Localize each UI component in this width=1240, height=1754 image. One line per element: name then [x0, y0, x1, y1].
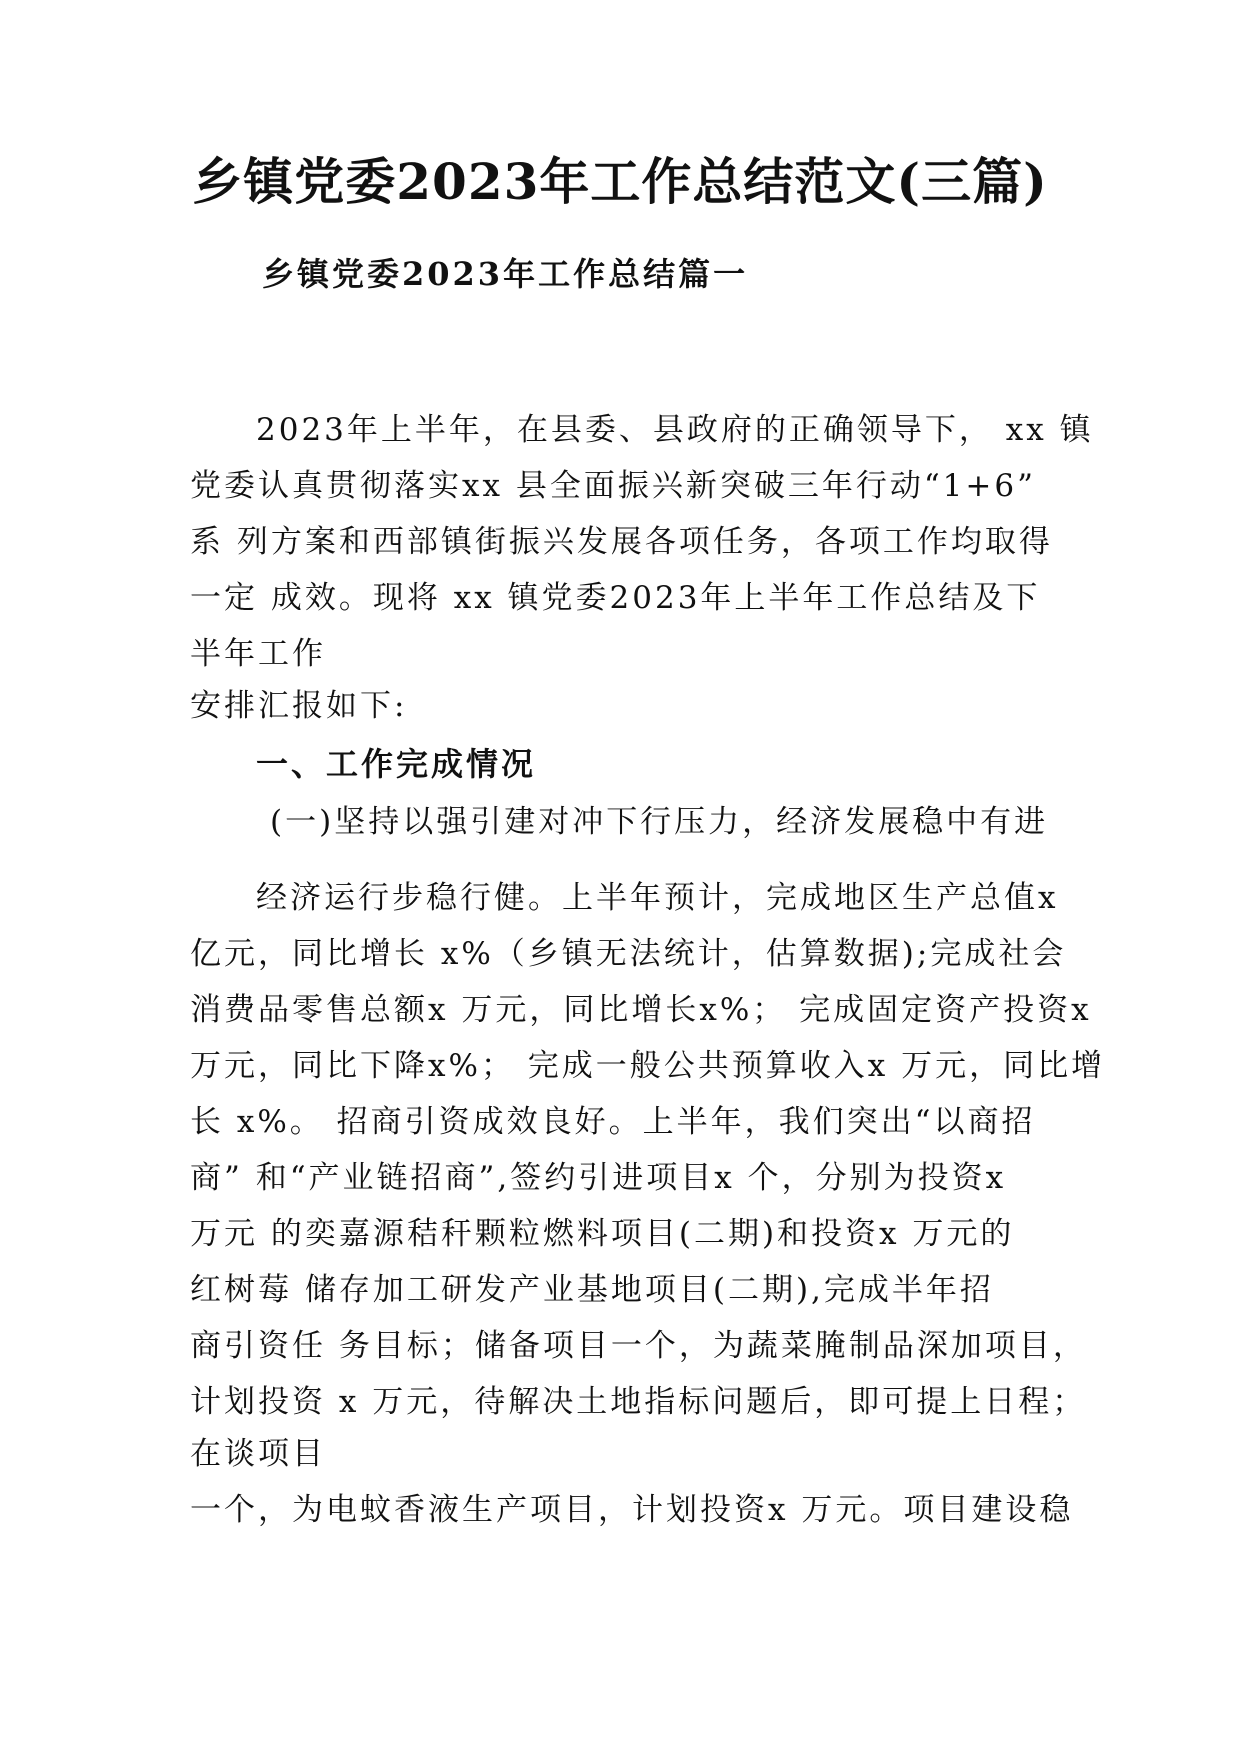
section-title: 乡镇党委2023年工作总结篇一 [262, 255, 749, 293]
paragraph-line: 系 列方案和西部镇街振兴发展各项任务，各项工作均取得 [190, 524, 1053, 560]
paragraph-line: 长 x%。 招商引资成效良好。上半年，我们突出“以商招 [190, 1104, 1036, 1140]
paragraph-line: 商” 和“产业链招商”,签约引进项目x 个，分别为投资x [190, 1160, 1007, 1196]
paragraph-line: 在谈项目 [190, 1436, 326, 1472]
paragraph-line: 商引资任 务目标；储备项目一个，为蔬菜腌制品深加项目， [190, 1328, 1087, 1364]
paragraph-line: 万元 的奕嘉源秸秆颗粒燃料项目(二期)和投资x 万元的 [190, 1216, 1015, 1252]
paragraph-line: 一定 成效。现将 xx 镇党委2023年上半年工作总结及下 [190, 580, 1041, 616]
paragraph-line: 安排汇报如下: [190, 688, 408, 724]
paragraph-line: 万元，同比下降x%； 完成一般公共预算收入x 万元，同比增 [190, 1048, 1106, 1084]
paragraph-line: 党委认真贯彻落实xx 县全面振兴新突破三年行动“1+6” [190, 468, 1036, 504]
paragraph-line: 消费品零售总额x 万元，同比增长x%； 完成固定资产投资x [190, 992, 1092, 1028]
paragraph-line: 红树莓 储存加工研发产业基地项目(二期),完成半年招 [190, 1272, 994, 1308]
document-title: 乡镇党委2023年工作总结范文(三篇) [192, 152, 1048, 211]
paragraph-line: 经济运行步稳行健。上半年预计，完成地区生产总值x [256, 880, 1059, 916]
paragraph-line: 一个，为电蚊香液生产项目，计划投资x 万元。项目建设稳 [190, 1492, 1074, 1528]
paragraph-line: 亿元，同比增长 x%（乡镇无法统计，估算数据);完成社会 [190, 936, 1067, 972]
paragraph-line: 2023年上半年，在县委、县政府的正确领导下， xx 镇 [256, 412, 1094, 448]
subsection-heading: (一)坚持以强引建对冲下行压力，经济发展稳中有进 [270, 804, 1049, 840]
paragraph-line: 计划投资 x 万元，待解决土地指标问题后，即可提上日程； [190, 1384, 1087, 1420]
paragraph-line: 半年工作 [190, 636, 326, 672]
section-heading: 一、工作完成情况 [256, 745, 537, 783]
